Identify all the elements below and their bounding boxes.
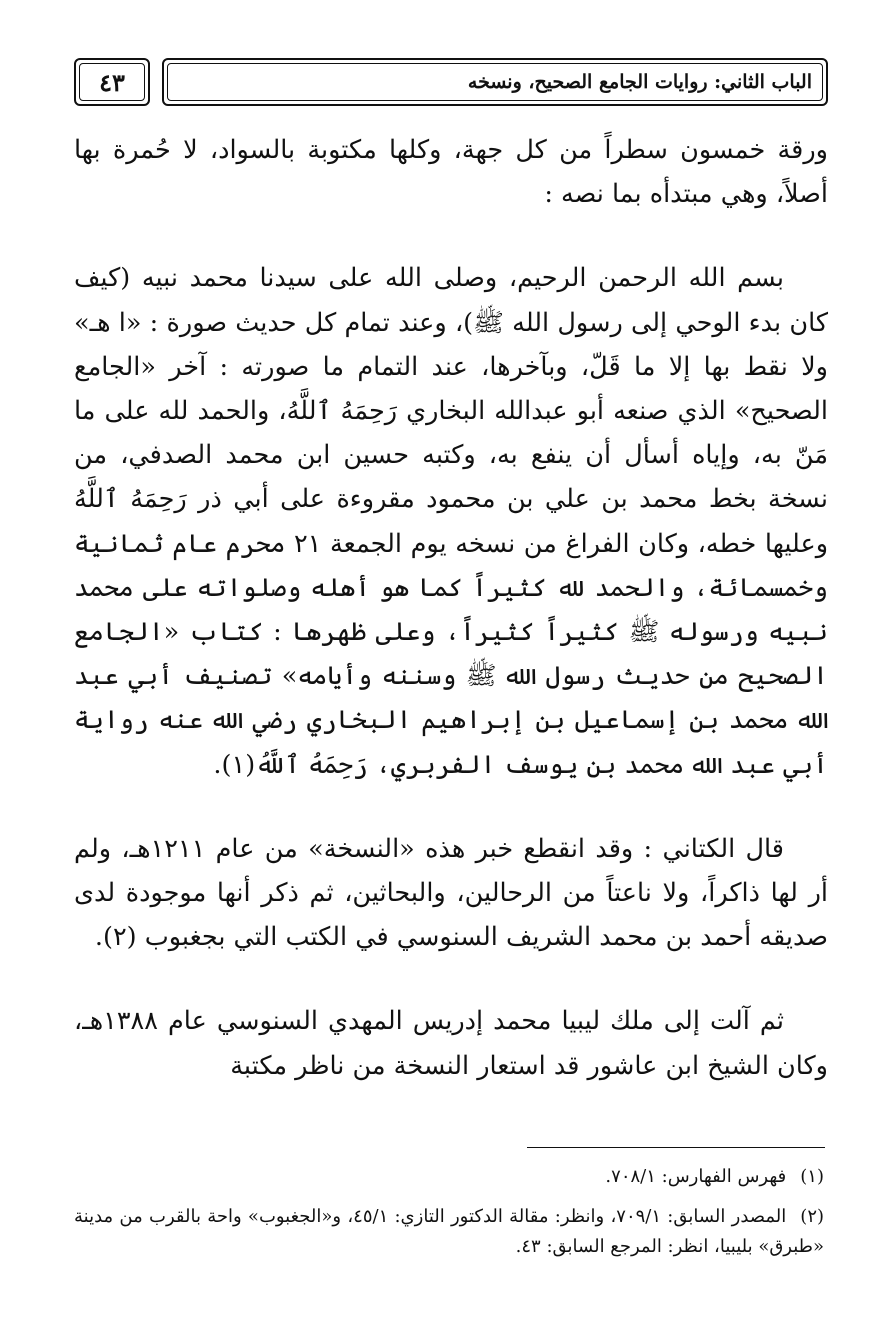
footnote-number: (١) [800, 1166, 824, 1187]
page-number-text: ٤٣ [99, 67, 125, 97]
paragraph: ثم آلت إلى ملك ليبيا محمد إدريس المهدي السنوسي عام ١٣٨٨هـ، وكان الشيخ ابن عاشور قد استعار النسخة من ناظر مكتبة [74, 1006, 828, 1081]
paragraph: بسم الله الرحمن الرحيم، وصلى الله على سيدنا محمد نبيه (كيف كان بدء الوحي إلى رسول الله ﷺ)، وعند تمام كل حديث صورة : «ا هـ» ولا نقط بها إلا ما قَلّ، وبآخرها، عند التمام ما صورته : آخر «الجامع الصحيح» الذي صنعه أبو عبدالله البخاري رَحِمَهُ ٱللَّهُ، والحمد لله على ما مَنّ به، وإياه أسأل أن ينفع به، وكتبه حسين ابن محمد الصدفي، من نسخة بخط محمد بن علي بن محمود مقروءة على أبي ذر رَحِمَهُ ٱللَّهُ وعليها خطه، وكان الفراغ من نسخه يوم الجمعة ٢١ محرم عام ثمانية وخمسمائة، والحمد لله كثيراً كما هو أهله وصلواته على محمد نبيه ورسوله ﷺ كثيراً كثيراً، وعلى ظهرها : كتاب «الجامع الصحيح من حديث رسول الله ﷺ وسننه وأيامه» تصنيف أبي عبد الله محمد بن إسماعيل بن إبراهيم البخاري رضي الله عنه رواية أبي عبد الله محمد بن يوسف الفربري، رَحِمَهُ ٱللَّهُ(١). [74, 263, 829, 780]
footnotes [74, 1162, 824, 1272]
footnote-divider [527, 1147, 825, 1148]
main-text [74, 128, 828, 1088]
page-header [74, 58, 828, 110]
footnote-text: المصدر السابق: ٧٠٩/١، وانظر: مقالة الدكتور التازي: ٤٥/١، و«الجغبوب» واحة بالقرب من مدينة «طبرق» بليبيا، انظر: المرجع السابق: ٤٣. [74, 1206, 824, 1257]
paragraph: قال الكتاني : وقد انقطع خبر هذه «النسخة» من عام ١٢١١هـ، ولم أر لها ذاكراً، ولا ناعتاً من الرحالين، والبحاثين، ثم ذكر أنها موجودة لدى صديقه أحمد بن محمد الشريف السنوسي في الكتب التي بجغبوب (٢). [74, 833, 828, 953]
paragraph: ورقة خمسون سطراً من كل جهة، وكلها مكتوبة بالسواد، لا حُمرة بها أصلاً، وهي مبتدأه بما نصه : [74, 135, 828, 210]
chapter-title [162, 58, 828, 106]
footnote-text: فهرس الفهارس: ٧٠٨/١. [605, 1166, 787, 1187]
footnote-number: (٢) [800, 1206, 825, 1227]
page-number [74, 58, 150, 106]
footnote [74, 1202, 824, 1262]
chapter-title-text: الباب الثاني: روايات الجامع الصحيح، ونسخه [467, 71, 812, 93]
footnote [74, 1162, 824, 1192]
